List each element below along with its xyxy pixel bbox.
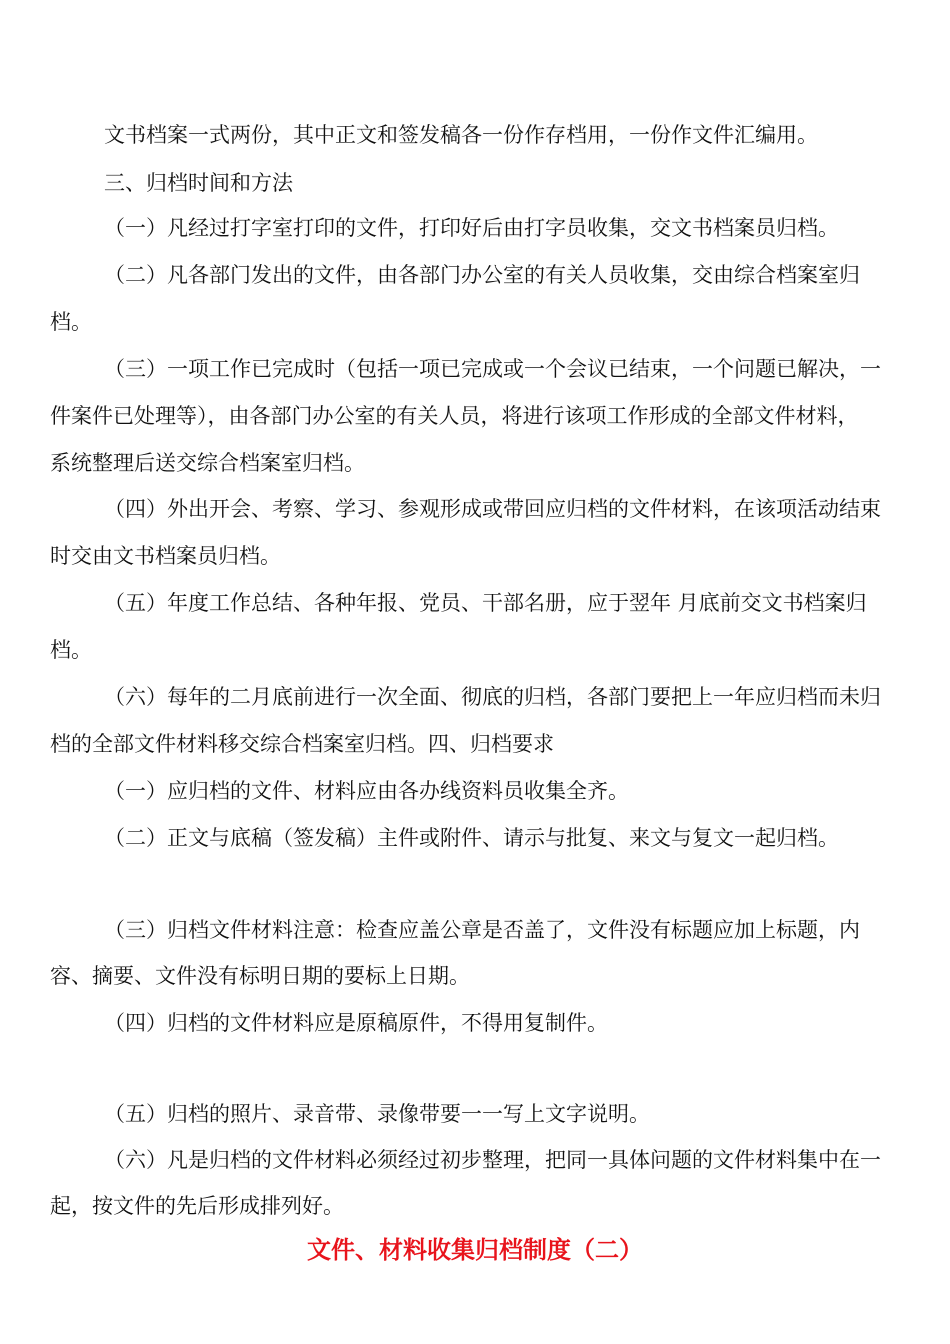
paragraph-line: （四）归档的文件材料应是原稿原件，不得用复制件。 <box>104 1011 608 1035</box>
paragraph-line: 档。 <box>50 310 92 334</box>
paragraph-line: （六）凡是归档的文件材料必须经过初步整理，把同一具体问题的文件材料集中在一 <box>104 1148 881 1172</box>
paragraph-line: 文书档案一式两份，其中正文和签发稿各一份作存档用，一份作文件汇编用。 <box>104 123 818 147</box>
paragraph-line: （三）归档文件材料注意：检查应盖公章是否盖了，文件没有标题应加上标题，内 <box>104 918 860 942</box>
paragraph-line: 档的全部文件材料移交综合档案室归档。四、归档要求 <box>50 732 554 756</box>
paragraph-line: （二）正文与底稿（签发稿）主件或附件、请示与批复、来文与复文一起归档。 <box>104 826 839 850</box>
paragraph-line: 容、摘要、文件没有标明日期的要标上日期。 <box>50 964 470 988</box>
paragraph-line: 件案件已处理等），由各部门办公室的有关人员，将进行该项工作形成的全部文件材料， <box>50 404 859 428</box>
paragraph-line: （五）归档的照片、录音带、录像带要一一写上文字说明。 <box>104 1102 650 1126</box>
paragraph-line: （一）应归档的文件、材料应由各办线资料员收集全齐。 <box>104 779 629 803</box>
paragraph-line: （六）每年的二月底前进行一次全面、彻底的归档，各部门要把上一年应归档而未归 <box>104 685 881 709</box>
paragraph-line: （一）凡经过打字室打印的文件，打印好后由打字员收集，交文书档案员归档。 <box>104 216 839 240</box>
paragraph-line: （四）外出开会、考察、学习、参观形成或带回应归档的文件材料，在该项活动结束 <box>104 497 881 521</box>
paragraph-line: （五）年度工作总结、各种年报、党员、干部名册，应于翌年 月底前交文书档案归 <box>104 591 867 615</box>
paragraph-line: 系统整理后送交综合档案室归档。 <box>50 451 365 475</box>
paragraph-line: （三）一项工作已完成时（包括一项已完成或一个会议已结束，一个问题已解决，一 <box>104 357 881 381</box>
section-heading: 三、归档时间和方法 <box>104 171 293 195</box>
paragraph-line: 起，按文件的先后形成排列好。 <box>50 1194 344 1218</box>
paragraph-line: （二）凡各部门发出的文件，由各部门办公室的有关人员收集，交由综合档案室归 <box>104 263 860 287</box>
document-title: 文件、材料收集归档制度（二） <box>307 1235 643 1264</box>
paragraph-line: 时交由文书档案员归档。 <box>50 544 281 568</box>
paragraph-line: 档。 <box>50 638 92 662</box>
